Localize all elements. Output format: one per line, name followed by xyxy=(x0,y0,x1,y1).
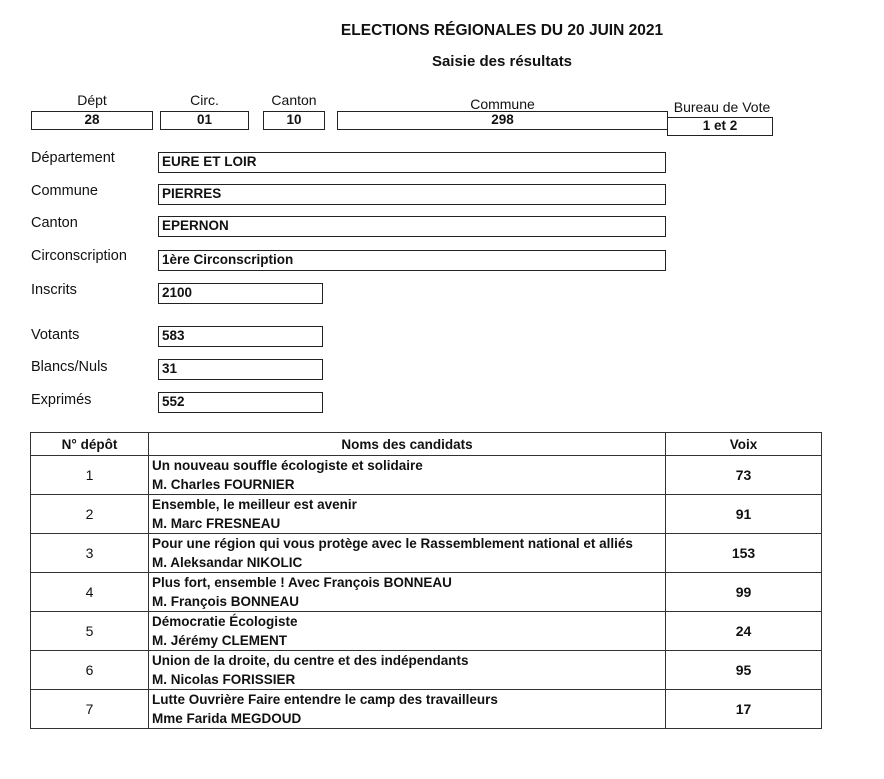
candidate-name: M. Aleksandar NIKOLIC xyxy=(152,555,303,570)
list-name: Démocratie Écologiste xyxy=(152,614,298,629)
depot-number: 6 xyxy=(31,651,149,690)
circ-label: Circ. xyxy=(190,92,219,108)
inscrits-field: 2100 xyxy=(158,283,323,304)
table-row xyxy=(31,573,822,612)
votes-count: 95 xyxy=(666,651,822,690)
votants-field: 583 xyxy=(158,326,323,347)
canton-name-label: Canton xyxy=(31,215,78,231)
header-noms: Noms des candidats xyxy=(149,433,666,456)
candidate-cell xyxy=(149,690,666,729)
table-header-row xyxy=(31,433,822,456)
depot-number: 4 xyxy=(31,573,149,612)
results-table xyxy=(30,432,822,729)
circonscription-field: 1ère Circonscription xyxy=(158,250,666,271)
exprimes-field: 552 xyxy=(158,392,323,413)
header-depot: N° dépôt xyxy=(31,433,149,456)
departement-field: EURE ET LOIR xyxy=(158,152,666,173)
list-name: Union de la droite, du centre et des indépendants xyxy=(152,653,469,668)
votes-count: 73 xyxy=(666,456,822,495)
candidate-name: M. Jérémy CLEMENT xyxy=(152,633,288,648)
votants-label: Votants xyxy=(31,327,80,343)
votes-count: 24 xyxy=(666,612,822,651)
canton-code-field: 10 xyxy=(263,111,325,130)
list-name: Lutte Ouvrière Faire entendre le camp des travailleurs xyxy=(152,692,498,707)
circ-code-field: 01 xyxy=(160,111,249,130)
table-row xyxy=(31,495,822,534)
header-voix: Voix xyxy=(666,433,822,456)
table-row xyxy=(31,456,822,495)
depot-number: 3 xyxy=(31,534,149,573)
bureau-label: Bureau de Vote xyxy=(673,99,771,115)
depot-number: 5 xyxy=(31,612,149,651)
candidate-name: M. Charles FOURNIER xyxy=(152,477,295,492)
commune-code-field: 298 xyxy=(337,111,668,130)
blancs-nuls-field: 31 xyxy=(158,359,323,380)
candidate-cell xyxy=(149,651,666,690)
candidate-cell xyxy=(149,612,666,651)
table-row xyxy=(31,612,822,651)
candidate-name: M. Marc FRESNEAU xyxy=(152,516,281,531)
exprimes-label: Exprimés xyxy=(31,392,92,408)
bureau-code-field: 1 et 2 xyxy=(667,117,773,136)
commune-code-label: Commune xyxy=(470,96,535,112)
table-row xyxy=(31,690,822,729)
candidate-name: M. Nicolas FORISSIER xyxy=(152,672,296,687)
page-subtitle: Saisie des résultats xyxy=(431,53,573,70)
inscrits-label: Inscrits xyxy=(31,282,77,298)
table-row xyxy=(31,651,822,690)
commune-label: Commune xyxy=(31,183,98,199)
list-name: Pour une région qui vous protège avec le Rassemblement national et alliés xyxy=(152,536,633,551)
dept-label: Dépt xyxy=(77,92,107,108)
candidate-cell xyxy=(149,534,666,573)
votes-count: 91 xyxy=(666,495,822,534)
candidate-name: M. François BONNEAU xyxy=(152,594,300,609)
depot-number: 2 xyxy=(31,495,149,534)
votes-count: 17 xyxy=(666,690,822,729)
results-body xyxy=(31,456,822,729)
list-name: Un nouveau souffle écologiste et solidaire xyxy=(152,458,423,473)
candidate-cell xyxy=(149,456,666,495)
canton-label: Canton xyxy=(271,92,317,108)
candidate-cell xyxy=(149,573,666,612)
candidate-cell xyxy=(149,495,666,534)
candidate-name: Mme Farida MEGDOUD xyxy=(152,711,302,726)
circonscription-label: Circonscription xyxy=(31,248,127,264)
list-name: Ensemble, le meilleur est avenir xyxy=(152,497,357,512)
departement-label: Département xyxy=(31,150,115,166)
votes-count: 99 xyxy=(666,573,822,612)
commune-field: PIERRES xyxy=(158,184,666,205)
list-name: Plus fort, ensemble ! Avec François BONNEAU xyxy=(152,575,452,590)
page-title: ELECTIONS RÉGIONALES DU 20 JUIN 2021 xyxy=(340,22,664,39)
table-row xyxy=(31,534,822,573)
depot-number: 7 xyxy=(31,690,149,729)
votes-count: 153 xyxy=(666,534,822,573)
canton-field: EPERNON xyxy=(158,216,666,237)
blancs-nuls-label: Blancs/Nuls xyxy=(31,359,108,375)
dept-code-field: 28 xyxy=(31,111,153,130)
depot-number: 1 xyxy=(31,456,149,495)
